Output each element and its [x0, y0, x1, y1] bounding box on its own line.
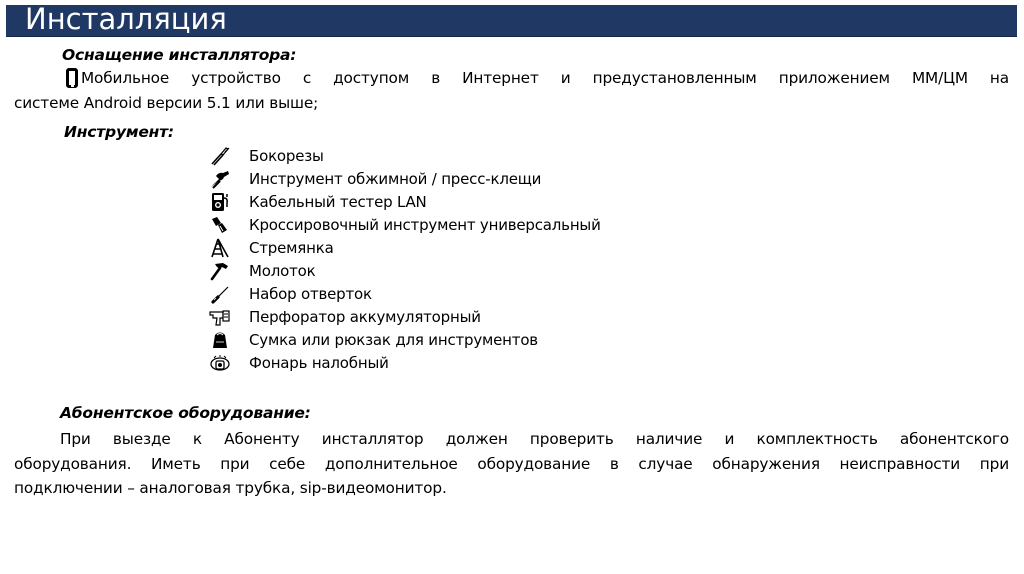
- device-line-1: Мобильное устройство с доступом в Интернет и предустановленным приложением ММ/ЦМ на: [81, 69, 1009, 87]
- hammer-icon: [208, 261, 232, 281]
- tool-item: Бокорезы: [208, 144, 601, 167]
- tool-item: Набор отверток: [208, 283, 601, 306]
- tool-item: Перфоратор аккумуляторный: [208, 306, 601, 329]
- slide-title: Инсталляция: [25, 2, 227, 36]
- subscriber-heading: Абонентское оборудование:: [60, 404, 311, 422]
- equipment-heading: Оснащение инсталлятора:: [62, 46, 297, 64]
- title-bar: [6, 2, 1017, 37]
- tool-item: Инструмент обжимной / пресс-клещи: [208, 167, 601, 190]
- screwdriver-icon: [208, 284, 232, 304]
- tool-item: Фонарь налобный: [208, 352, 601, 375]
- headlamp-icon: [208, 353, 232, 373]
- tool-list: [208, 144, 601, 375]
- cable-tester-icon: [208, 192, 232, 212]
- tool-item: Кабельный тестер LAN: [208, 190, 601, 213]
- punch-down-tool-icon: [208, 215, 232, 235]
- tools-heading: Инструмент:: [64, 123, 174, 141]
- subscriber-line-1: При выезде к Абоненту инсталлятор должен проверить наличие и комплектность абонентского: [60, 430, 1009, 448]
- backpack-icon: [208, 330, 232, 350]
- tool-item: Молоток: [208, 259, 601, 282]
- stepladder-icon: [208, 238, 232, 258]
- tool-item: Стремянка: [208, 236, 601, 259]
- subscriber-paragraph: [14, 427, 1009, 501]
- side-cutters-icon: [208, 146, 232, 166]
- device-requirement: [14, 66, 1009, 115]
- subscriber-line-3: подключении – аналоговая трубка, sip-видеомонитор.: [14, 479, 447, 497]
- device-line-2: системе Android версии 5.1 или выше;: [14, 93, 319, 112]
- tool-item: Сумка или рюкзак для инструментов: [208, 329, 601, 352]
- cordless-drill-icon: [208, 307, 232, 327]
- smartphone-icon: [66, 68, 78, 88]
- subscriber-line-2: оборудования. Иметь при себе дополнительное оборудование в случае обнаружения неисправности при: [14, 454, 1009, 473]
- tool-item: Кроссировочный инструмент универсальный: [208, 213, 601, 236]
- crimping-tool-icon: [208, 169, 232, 189]
